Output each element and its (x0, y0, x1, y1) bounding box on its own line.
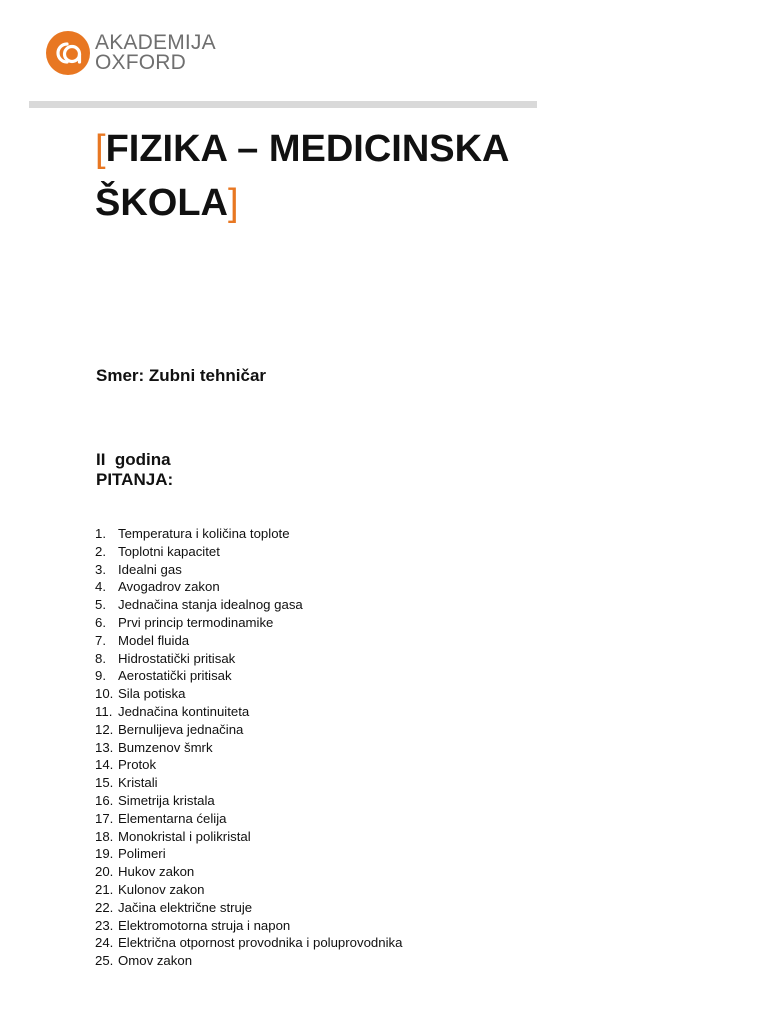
list-item (95, 632, 402, 650)
questions-heading: PITANJA: (96, 470, 174, 489)
question-number: 12. (95, 721, 114, 737)
logo (45, 30, 216, 76)
list-item (95, 899, 402, 917)
question-text: Protok (118, 757, 157, 773)
list-item (95, 614, 402, 632)
akademija-oxford-logo-icon (45, 30, 91, 76)
question-number: 17. (95, 810, 114, 826)
question-number: 14. (95, 757, 114, 773)
question-number: 6. (95, 614, 106, 630)
question-text: Model fluida (118, 632, 190, 648)
questions-list (95, 525, 402, 970)
question-text: Kristali (118, 775, 158, 791)
logo-wordmark (95, 33, 216, 73)
title-line-2: ŠKOLA (95, 182, 228, 224)
question-text: Elementarna ćelija (118, 810, 227, 826)
smer-label: Smer: Zubni tehničar (96, 366, 267, 385)
question-text: Elektromotorna struja i napon (118, 917, 291, 933)
list-item (95, 774, 402, 792)
godina-label: II godina (96, 450, 171, 469)
question-text: Kulonov zakon (118, 881, 205, 897)
list-item (95, 543, 402, 561)
question-text: Prvi princip termodinamike (118, 614, 274, 630)
question-number: 7. (95, 632, 106, 648)
question-number: 9. (95, 668, 106, 684)
question-text: Avogadrov zakon (118, 579, 220, 595)
title-bracket-open: [ (95, 128, 106, 170)
question-text: Polimeri (118, 846, 166, 862)
document-title (95, 122, 575, 230)
question-number: 25. (95, 953, 114, 969)
question-text: Jačina električne struje (118, 899, 253, 915)
question-number: 3. (95, 561, 106, 577)
list-item (95, 917, 402, 935)
list-item (95, 650, 402, 668)
list-item (95, 934, 402, 952)
question-number: 16. (95, 792, 114, 808)
question-text: Aerostatički pritisak (118, 668, 232, 684)
question-text: Električna otpornost provodnika i poluprovodnika (118, 935, 403, 951)
question-number: 13. (95, 739, 114, 755)
question-text: Monokristal i polikristal (118, 828, 251, 844)
list-item (95, 561, 402, 579)
question-text: Idealni gas (118, 561, 182, 577)
question-number: 4. (95, 579, 106, 595)
title-line-1: FIZIKA – MEDICINSKA (105, 128, 510, 170)
question-text: Simetrija kristala (118, 792, 215, 808)
question-text: Toplotni kapacitet (118, 543, 220, 559)
question-number: 18. (95, 828, 114, 844)
list-item (95, 792, 402, 810)
question-number: 8. (95, 650, 106, 666)
question-text: Sila potiska (118, 686, 186, 702)
question-text: Bumzenov šmrk (118, 739, 213, 755)
question-text: Jednačina kontinuiteta (118, 703, 250, 719)
question-text: Omov zakon (118, 953, 193, 969)
list-item (95, 952, 402, 970)
header-divider (29, 101, 537, 108)
list-item (95, 756, 402, 774)
list-item (95, 845, 402, 863)
question-number: 5. (95, 597, 106, 613)
list-item (95, 667, 402, 685)
question-number: 23. (95, 917, 114, 933)
question-text: Hidrostatički pritisak (118, 650, 236, 666)
title-bracket-close: ] (228, 182, 239, 224)
list-item (95, 881, 402, 899)
list-item (95, 739, 402, 757)
list-item (95, 525, 402, 543)
list-item (95, 828, 402, 846)
question-text: Jednačina stanja idealnog gasa (118, 597, 303, 613)
question-number: 11. (95, 703, 113, 719)
question-number: 10. (95, 686, 114, 702)
list-item (95, 863, 402, 881)
list-item (95, 685, 402, 703)
list-item (95, 596, 402, 614)
question-number: 2. (95, 543, 106, 559)
list-item (95, 578, 402, 596)
logo-line-oxford: OXFORD (95, 51, 187, 74)
question-number: 1. (95, 526, 106, 541)
question-text: Bernulijeva jednačina (118, 721, 244, 737)
question-number: 20. (95, 864, 114, 880)
list-item (95, 703, 402, 721)
logo-line-akademija: AKADEMIJA (95, 31, 216, 54)
question-number: 21. (95, 881, 114, 897)
question-number: 24. (95, 935, 114, 951)
question-number: 22. (95, 899, 114, 915)
list-item (95, 810, 402, 828)
question-text: Temperatura i količina toplote (118, 526, 290, 541)
question-number: 19. (95, 846, 114, 862)
list-item (95, 721, 402, 739)
question-number: 15. (95, 775, 114, 791)
question-text: Hukov zakon (118, 864, 195, 880)
